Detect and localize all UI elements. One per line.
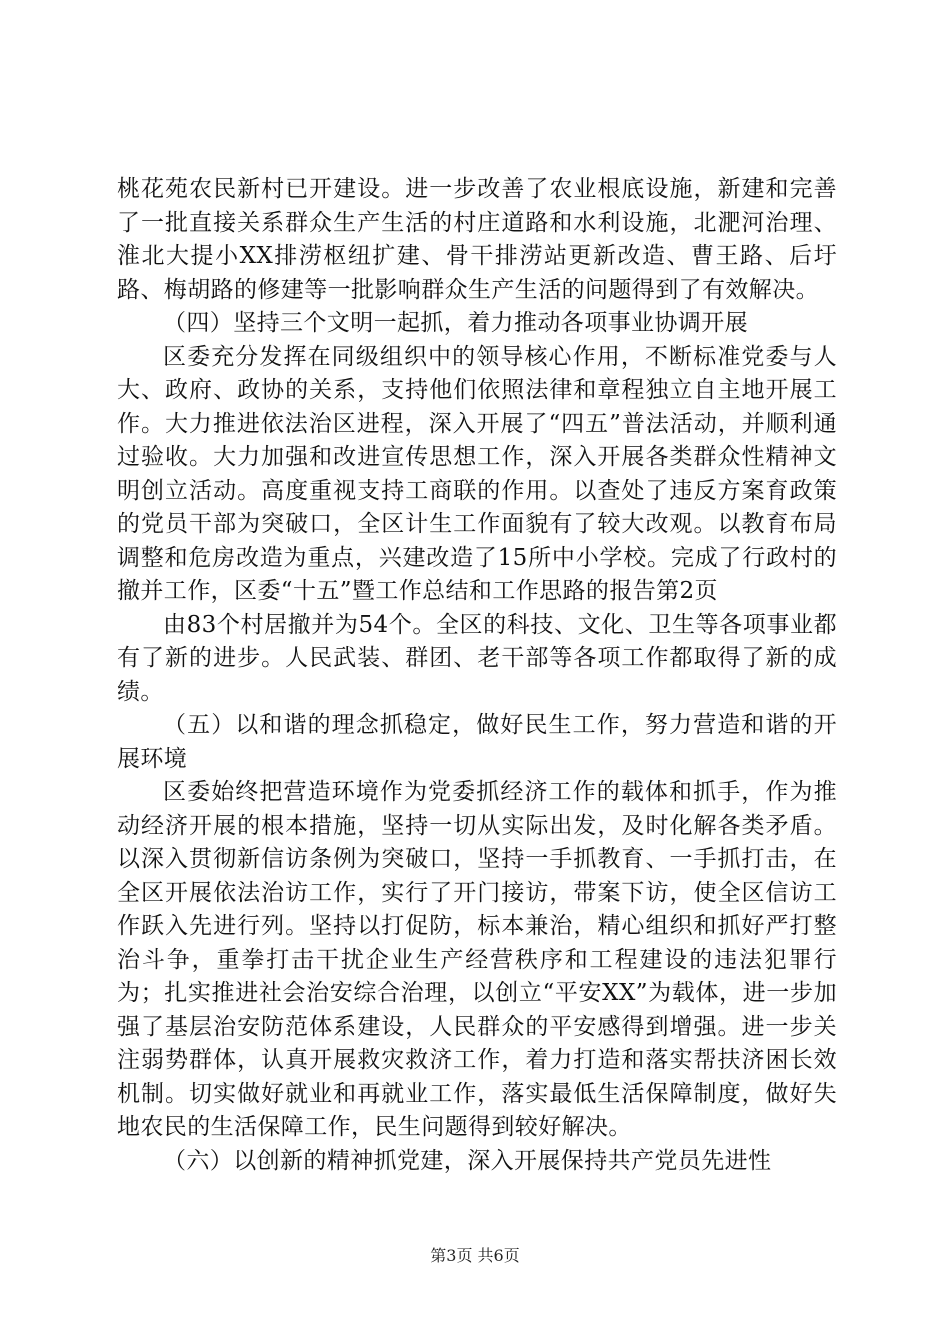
document-body (117, 173, 837, 1178)
paragraph-civilization: 区委充分发挥在同级组织中的领导核心作用，不断标准党委与人大、政府、政协的关系，支持他们依照法律和章程独立自主地开展工作。大力推进依法治区进程，深入开展了“四五”普法活动，并顺利通过验收。大力加强和改进宣传思想工作，深入开展各类群众性精神文明创立活动。高度重视支持工商联的作用。以查处了违反方案育政策的党员干部为突破口，全区计生工作面貌有了较大改观。以教育布局调整和危房改造为重点，兴建改造了15所中小学校。完成了行政村的撤并工作，区委“十五”暨工作总结和工作思路的报告第2页 (117, 343, 837, 604)
paragraph-infrastructure: 桃花苑农民新村已开建设。进一步改善了农业根底设施，新建和完善了一批直接关系群众生产生活的村庄道路和水利设施，北淝河治理、淮北大提小XX排涝枢纽扩建、骨干排涝站更新改造、曹王路、后圩路、梅胡路的修建等一批影响群众生产生活的问题得到了有效解决。 (117, 176, 837, 303)
page-number-footer: 第3页 共6页 (430, 1246, 520, 1265)
section-heading-6: （六）以创新的精神抓党建，深入开展保持共产党员先进性 (163, 1147, 772, 1174)
paragraph-village-merge: 由83个村居撤并为54个。全区的科技、文化、卫生等各项事业都有了新的进步。人民武装、群团、老干部等各项工作都取得了新的成绩。 (117, 611, 837, 705)
section-heading-4: （四）坚持三个文明一起抓，着力推动各项事业协调开展 (163, 310, 748, 336)
section-heading-5: （五）以和谐的理念抓稳定，做好民生工作，努力营造和谐的开展环境 (117, 712, 837, 772)
paragraph-stability: 区委始终把营造环境作为党委抓经济工作的载体和抓手，作为推动经济开展的根本措施，坚持一切从实际出发，及时化解各类矛盾。以深入贯彻新信访条例为突破口，坚持一手抓教育、一手抓打击，在全区开展依法治访工作，实行了开门接访，带案下访，使全区信访工作跃入先进行列。坚持以打促防，标本兼治，精心组织和抓好严打整治斗争，重拳打击干扰企业生产经营秩序和工程建设的违法犯罪行为；扎实推进社会治安综合治理，以创立“平安XX”为载体，进一步加强了基层治安防范体系建设，人民群众的平安感得到增强。进一步关注弱势群体，认真开展救灾救济工作，着力打造和落实帮扶济困长效机制。切实做好就业和再就业工作，落实最低生活保障制度，做好失地农民的生活保障工作，民生问题得到较好解决。 (117, 779, 837, 1140)
